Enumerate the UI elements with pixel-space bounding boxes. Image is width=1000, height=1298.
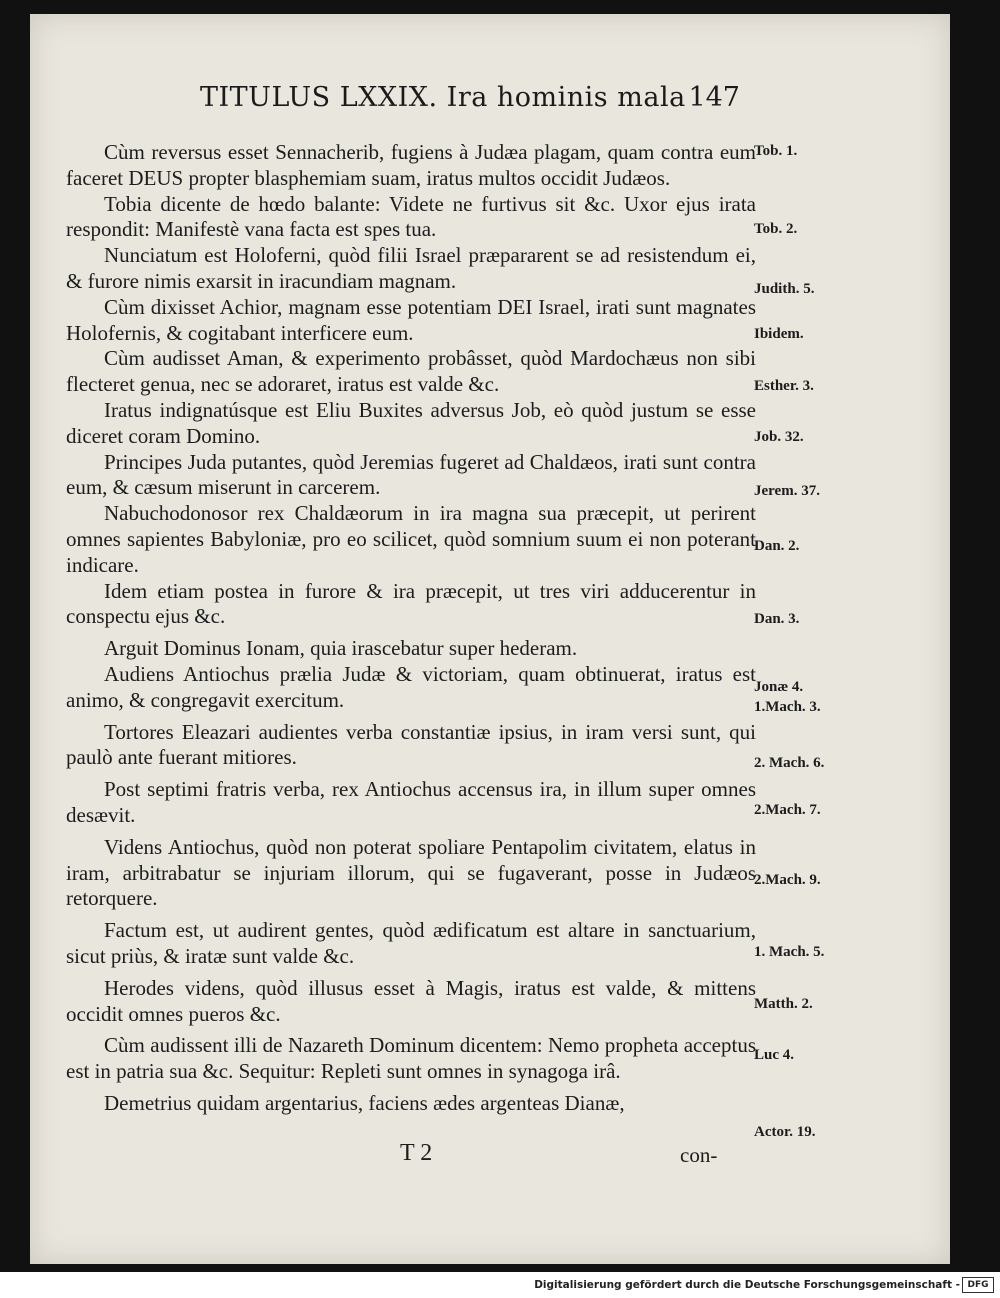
paragraph: Factum est, ut audirent gentes, quòd ædificatum est altare in sanctuarium, sicut priùs, & iratæ sunt valde &c.: [66, 918, 756, 968]
margin-reference: Ibidem.: [754, 326, 804, 342]
margin-reference: Dan. 3.: [754, 611, 800, 627]
paragraph: Audiens Antiochus prælia Judæ & victoriam, quam obtinuerat, iratus est animo, & congregavit exercitum.: [66, 661, 756, 712]
margin-reference: Actor. 19.: [754, 1124, 816, 1140]
dfg-logo: DFG: [962, 1277, 994, 1293]
paragraph: Demetrius quidam argentarius, faciens ædes argenteas Dianæ,: [104, 1090, 625, 1115]
page-number: 147: [688, 82, 740, 113]
paragraph: Videns Antiochus, quòd non poterat spoliare Pentapolim civitatem, elatus in iram, arbitrabatur se injuriam illorum, qui se fugaverant, posse in Judæos retorquere.: [66, 834, 756, 911]
paragraph: Arguit Dominus Ionam, quia irascebatur super hederam.: [104, 636, 578, 661]
paragraph: Cùm dixisset Achior, magnam esse potentiam DEI Israel, irati sunt magnates Holofernis, & cogitabant interficere eum.: [66, 294, 756, 345]
paragraph: Tobia dicente de hœdo balante: Videte ne furtivus sit &c. Uxor ejus irata respondit: Manifestè vana facta est spes tua.: [66, 191, 756, 242]
margin-reference: Tob. 1.: [754, 143, 798, 159]
paragraph: Nunciatum est Holoferni, quòd filii Israel præpararent se ad resistendum ei, & furore nimis exarsit in iracundiam magnam.: [66, 243, 756, 293]
paragraph: Cùm audisset Aman, & experimento probâsset, quòd Mardochæus non sibi flecteret genua, nec se adoraret, iratus est valde &c.: [66, 346, 756, 397]
paragraph: Iratus indignatúsque est Eliu Buxites adversus Job, eò quòd justum se esse diceret coram Domino.: [66, 397, 756, 448]
margin-reference: Judith. 5.: [754, 281, 815, 297]
margin-reference: 2. Mach. 6.: [754, 755, 825, 771]
margin-reference: 2.Mach. 9.: [754, 872, 821, 888]
signature-mark: T 2: [400, 1140, 433, 1166]
header-title: TITULUS LXXIX. Ira hominis mala: [200, 82, 686, 113]
paragraph: Cùm audissent illi de Nazareth Dominum dicentem: Nemo propheta acceptus est in patria sua &c. Sequitur: Repleti sunt omnes in synagoga irâ.: [66, 1033, 756, 1084]
margin-reference: Jerem. 37.: [754, 483, 820, 499]
margin-reference: Matth. 2.: [754, 996, 813, 1012]
margin-reference: 2.Mach. 7.: [754, 802, 821, 818]
digitization-note: Digitalisierung gefördert durch die Deutsche Forschungsgemeinschaft -: [534, 1279, 960, 1291]
paragraph: Idem etiam postea in furore & ira præcepit, ut tres viri adducerentur in conspectu ejus &c.: [66, 578, 756, 629]
margin-reference: Dan. 2.: [754, 538, 800, 554]
paragraph: Tortores Eleazari audientes verba constantiæ ipsius, in iram versi sunt, qui paulò ante fuerant mitiores.: [66, 719, 756, 770]
margin-reference: Tob. 2.: [754, 221, 798, 237]
catchword: con-: [680, 1143, 718, 1167]
margin-reference: Luc 4.: [754, 1047, 795, 1063]
paragraph: Nabuchodonosor rex Chaldæorum in ira magna sua præcepit, ut perirent omnes sapientes Babyloniæ, pro eo scilicet, quòd somnium suum ei non poterant indicare.: [66, 501, 756, 577]
paragraph: Principes Juda putantes, quòd Jeremias fugeret ad Chaldæos, irati sunt contra eum, & cæsum miserunt in carcerem.: [66, 449, 756, 500]
running-header: [200, 82, 760, 122]
margin-reference: Jonæ 4.: [754, 679, 804, 695]
paragraph: Cùm reversus esset Sennacherib, fugiens à Judæa plagam, quam contra eum faceret DEUS propter blasphemiam suam, iratus multos occidit Judæos.: [66, 140, 756, 190]
margin-reference: 1.Mach. 3.: [754, 699, 821, 715]
main-text: [66, 140, 756, 1117]
margin-reference: Esther. 3.: [754, 378, 814, 394]
paragraph: Herodes videns, quòd illusus esset à Magis, iratus est valde, & mittens occidit omnes pueros &c.: [66, 975, 756, 1026]
margin-reference: Job. 32.: [754, 429, 804, 445]
margin-reference: 1. Mach. 5.: [754, 944, 825, 960]
paragraph: Post septimi fratris verba, rex Antiochus accensus ira, in illum super omnes desævit.: [66, 777, 756, 827]
